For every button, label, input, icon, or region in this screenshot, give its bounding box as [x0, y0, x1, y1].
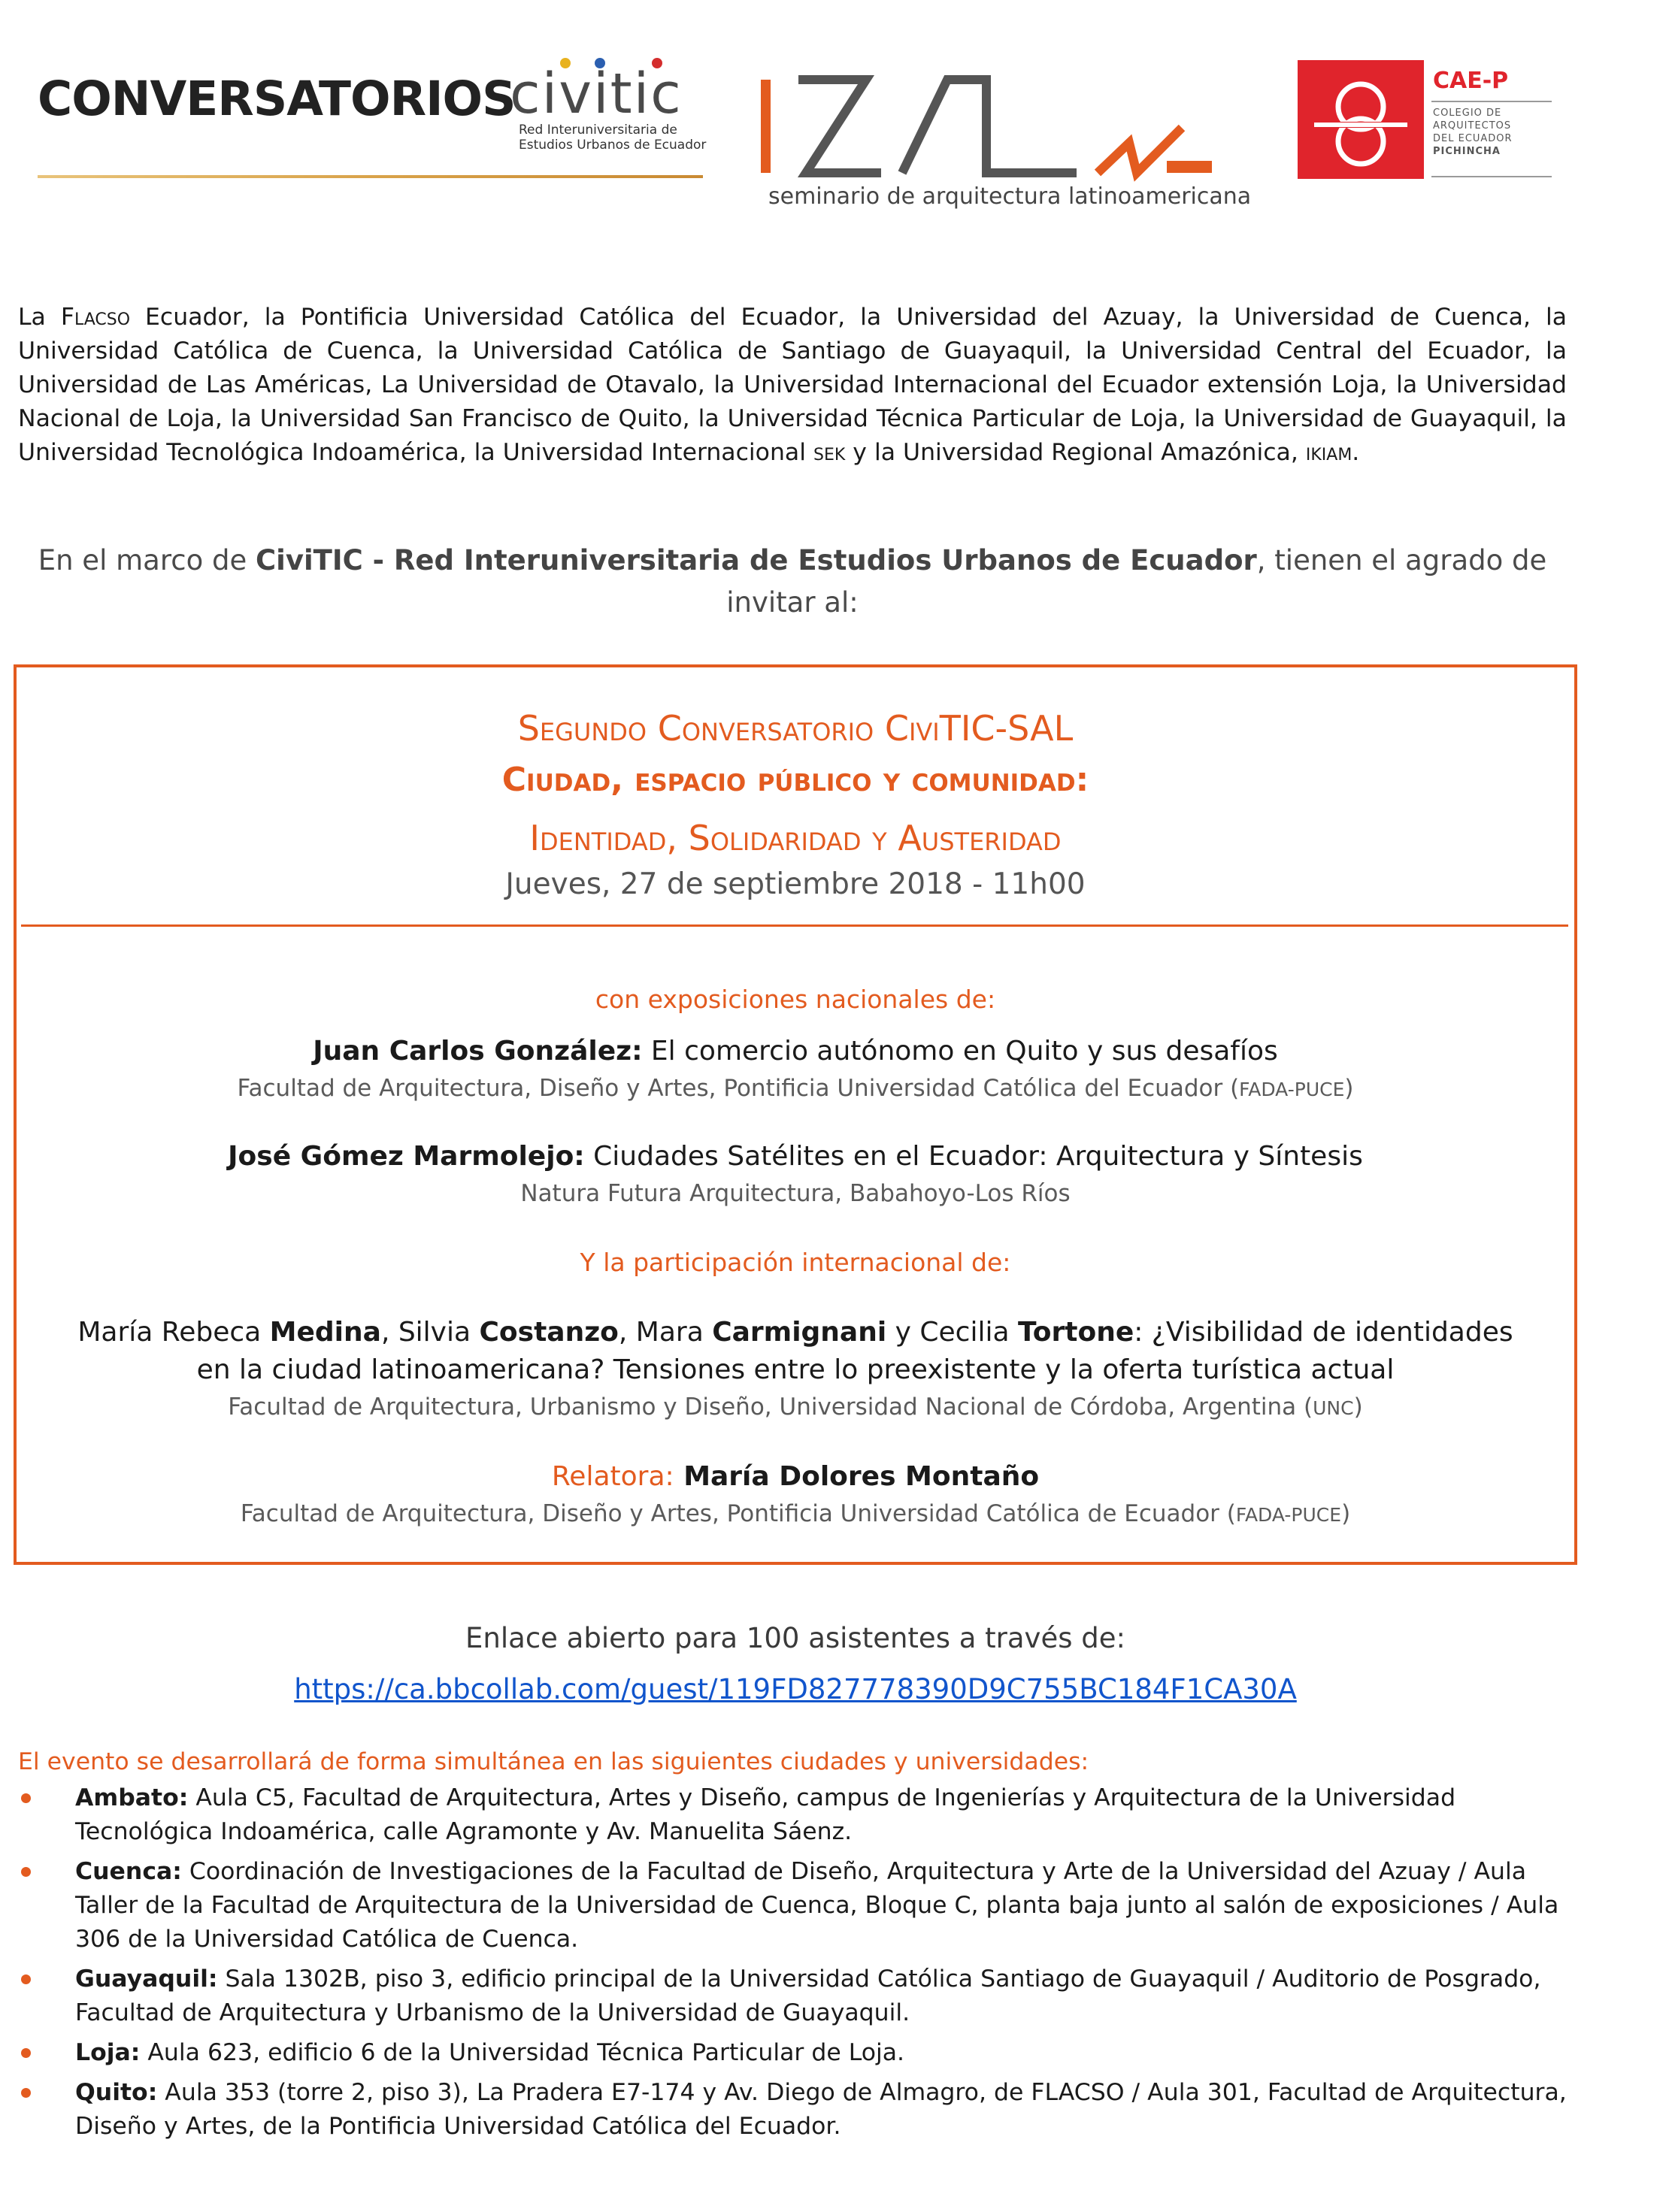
location-city: Guayaquil:	[75, 1965, 218, 1993]
speaker-2-name: José Gómez Marmolejo:	[228, 1141, 585, 1172]
relatora-aff-text: Facultad de Arquitectura, Diseño y Artes, Pontificia Universidad Católica de Ecuador (	[240, 1500, 1236, 1527]
invite-paragraph	[18, 540, 1567, 624]
location-city: Ambato:	[75, 1784, 189, 1811]
speaker-2-affiliation: Natura Futura Arquitectura, Babahoyo-Los Ríos	[520, 1180, 1071, 1207]
cae-subtitle	[1433, 107, 1513, 158]
locations-heading: El evento se desarrollará de forma simultánea en las siguientes ciudades y universidades:	[18, 1748, 1089, 1775]
civitic-subtitle-line: Red Interuniversitaria de	[519, 123, 677, 138]
locations-list	[18, 1781, 1567, 2150]
nacionales-heading: con exposiciones nacionales de:	[595, 985, 996, 1014]
relatora-affiliation	[15, 1500, 1576, 1527]
intro-text: y la Universidad Regional Amazónica,	[845, 439, 1306, 466]
list-item	[18, 1781, 1567, 1849]
event-box	[14, 664, 1577, 1565]
location-city: Cuenca:	[75, 1858, 182, 1885]
invite-text: En el marco de	[38, 544, 256, 576]
event-date: Jueves, 27 de septiembre 2018 - 11h00	[505, 867, 1086, 901]
cae-name: CAE-P	[1433, 68, 1509, 94]
location-city: Loja:	[75, 2039, 141, 2066]
relatora-name: María Dolores Montaño	[674, 1461, 1040, 1492]
speaker-2-talk: Ciudades Satélites en el Ecuador: Arquitectura y Síntesis	[584, 1141, 1363, 1172]
event-theme: Identidad, Solidaridad y Austeridad	[529, 818, 1062, 858]
relatora-aff-close: )	[1341, 1500, 1351, 1527]
international-talk: en la ciudad latinoamericana? Tensiones entre lo preexistente y la oferta turística actual	[196, 1354, 1395, 1385]
international-speakers	[15, 1317, 1576, 1348]
bullet-icon	[21, 1974, 31, 1984]
intl-text: , Silvia	[380, 1317, 480, 1348]
cae-subtitle-line: PICHINCHA	[1433, 146, 1501, 157]
bullet-icon	[21, 1793, 31, 1803]
bullet-icon	[21, 1867, 31, 1877]
event-box-divider	[21, 924, 1568, 927]
access-text: Enlace abierto para 100 asistentes a través de:	[465, 1622, 1125, 1654]
cae-divider	[1431, 176, 1552, 177]
intro-text: Ecuador, la Pontificia Universidad Católica del Ecuador, la Universidad del Azuay, la Universidad de Cuenca, la Universidad Católica de Cuenca, la Universidad Católica de Santiago de Guayaquil, la Universidad Central del Ecuador, la Universidad de Las Américas, La Universidad de Otavalo, la Universidad Internacional del Ecuador extensión Loja, la Universidad Nacional de Loja, la Universidad San Francisco de Quito, la Universidad Técnica Particular de Loja, la Universidad de Guayaquil, la Universidad Tecnológica Indoamérica, la Universidad Internacional	[18, 304, 1567, 466]
location-city: Quito:	[75, 2079, 158, 2106]
location-details: Sala 1302B, piso 3, edificio principal de la Universidad Católica Santiago de Guayaquil / Auditorio de Posgrado, Facultad de Arquitectura y Urbanismo de la Universidad de Guayaquil.	[75, 1965, 1541, 2026]
relatora	[15, 1461, 1576, 1492]
cae-emblem-icon	[1298, 60, 1424, 179]
intl-aff-text: Facultad de Arquitectura, Urbanismo y Diseño, Universidad Nacional de Córdoba, Argentina (	[228, 1393, 1313, 1421]
speaker-2	[15, 1141, 1576, 1172]
speaker-1-aff-text: Facultad de Arquitectura, Diseño y Artes, Pontificia Universidad Católica del Ecuador (	[237, 1075, 1240, 1102]
speaker-1-aff-abbr: FADA-PUCE	[1239, 1079, 1345, 1100]
event-subtitle: Ciudad, espacio público y comunidad:	[501, 761, 1089, 799]
location-details: Coordinación de Investigaciones de la Facultad de Diseño, Arquitectura y Arte de la Universidad del Azuay / Aula Taller de la Facultad de Arquitectura de la Universidad de Cuenca, Bloque C, planta baja junto al salón de exposiciones / Aula 306 de la Universidad Católica de Cuenca.	[75, 1858, 1559, 1953]
intro-text-ikiam: ikiam	[1305, 439, 1352, 466]
intl-surname: Tortone	[1017, 1317, 1134, 1348]
cae-subtitle-line: ARQUITECTOS	[1433, 120, 1512, 132]
sal-caption: seminario de arquitectura latinoamericana	[768, 183, 1252, 210]
intro-text: La	[18, 304, 61, 331]
speaker-1	[15, 1036, 1576, 1067]
relatora-label: Relatora:	[551, 1461, 674, 1492]
list-item	[18, 2036, 1567, 2070]
intro-text: .	[1352, 439, 1360, 466]
speaker-1-name: Juan Carlos González:	[313, 1036, 643, 1067]
civitic-subtitle	[519, 123, 706, 153]
civitic-logo: civitic	[510, 62, 683, 126]
cae-logo-badge	[1298, 60, 1424, 179]
relatora-aff-abbr: FADA-PUCE	[1235, 1504, 1342, 1526]
civitic-subtitle-line: Estudios Urbanos de Ecuador	[519, 138, 707, 153]
session-link[interactable]: https://ca.bbcollab.com/guest/119FD827778390D9C755BC184F1CA30A	[294, 1673, 1297, 1705]
intl-aff-abbr: UNC	[1313, 1397, 1354, 1419]
intl-text: María Rebeca	[77, 1317, 270, 1348]
cae-subtitle-line: DEL ECUADOR	[1433, 133, 1513, 144]
speaker-1-aff-close: )	[1344, 1075, 1354, 1102]
invite-text: , tienen el agrado de invitar al:	[726, 544, 1547, 619]
location-details: Aula C5, Facultad de Arquitectura, Artes y Diseño, campus de Ingenierías y Arquitectura de la Universidad Tecnológica Indoamérica, calle Agramonte y Av. Manuelita Sáenz.	[75, 1784, 1456, 1845]
speaker-1-affiliation	[15, 1075, 1576, 1102]
cae-divider	[1431, 101, 1552, 102]
intl-surname: Carmignani	[712, 1317, 887, 1348]
conversatorios-logo: CONVERSATORIOS	[38, 71, 516, 126]
bullet-icon	[21, 2088, 31, 2098]
intro-paragraph	[18, 301, 1567, 470]
cae-subtitle-line: COLEGIO DE	[1433, 107, 1502, 119]
intro-text-sek: sek	[813, 439, 846, 466]
sal-logo-mark	[761, 72, 1234, 185]
intl-text: : ¿Visibilidad de identidades	[1134, 1317, 1513, 1348]
list-item	[18, 2076, 1567, 2144]
event-title: Segundo Conversatorio CiviTIC-SAL	[517, 708, 1074, 749]
list-item	[18, 1962, 1567, 2030]
intl-aff-close: )	[1353, 1393, 1363, 1421]
intl-text: , Mara	[618, 1317, 713, 1348]
intl-surname: Medina	[269, 1317, 381, 1348]
list-item	[18, 1855, 1567, 1956]
international-affiliation	[15, 1393, 1576, 1421]
intro-text-flacso: Flacso	[60, 304, 131, 331]
speaker-1-talk: El comercio autónomo en Quito y sus desafíos	[642, 1036, 1278, 1067]
bullet-icon	[21, 2048, 31, 2058]
location-details: Aula 353 (torre 2, piso 3), La Pradera E7-174 y Av. Diego de Almagro, de FLACSO / Aula 301, Facultad de Arquitectura, Diseño y Artes, de la Pontificia Universidad Católica del Ecuador.	[75, 2079, 1567, 2140]
location-details: Aula 623, edificio 6 de la Universidad Técnica Particular de Loja.	[140, 2039, 905, 2066]
intl-surname: Costanzo	[479, 1317, 619, 1348]
internacional-heading: Y la participación internacional de:	[580, 1248, 1011, 1277]
conversatorios-underline	[38, 175, 703, 178]
invite-network-name: CiviTIC - Red Interuniversitaria de Estudios Urbanos de Ecuador	[255, 544, 1257, 576]
intl-text: y Cecilia	[886, 1317, 1018, 1348]
